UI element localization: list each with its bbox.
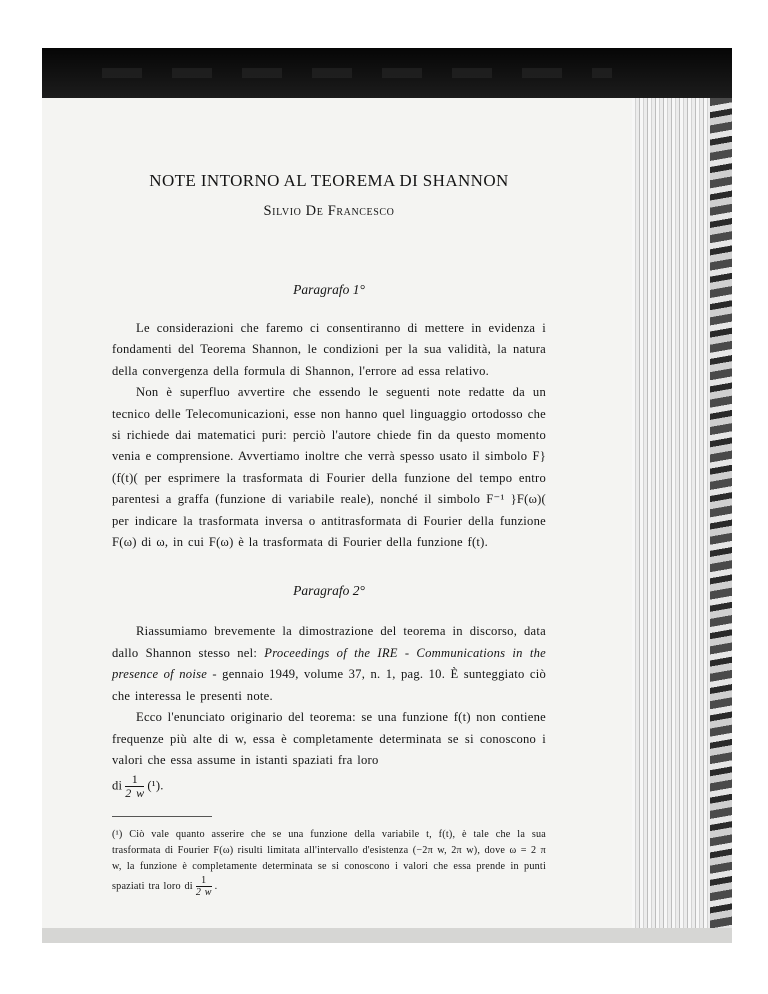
fraction-numerator: 1 xyxy=(125,773,144,787)
scanned-book-photo xyxy=(42,48,732,943)
section-1-body xyxy=(112,318,546,553)
paragraph xyxy=(112,621,546,707)
paragraph: Non è superfluo avvertire che essendo le seguenti note redatte da un tecnico delle Telecomunicazioni, esse non hanno quel linguaggio ortodosso che si richiede dai matematici puri: perciò l'autore chiede fin da questo momento venia e comprensione. Avvertiamo inoltre che verrà spesso usato il simbolo F}(f(t)( per esprimere la trasformata di Fourier della funzione del tempo entro parentesi a graffa (funzione di variabile reale), nonché il simbolo F⁻¹ }F(ω)( per indicare la trasformata inversa o antitrasformata di Fourier della funzione F(ω) di ω, in cui F(ω) è la trasformata di Fourier della funzione f(t). xyxy=(112,385,546,550)
footnote-text: (¹) Ciò vale quanto asserire che se una funzione della variabile t, f(t), è tale che la sua trasformata di Fourier F(ω) risulti limitata all'intervallo d'esistenza (−2π w, 2π w), dove ω = 2 π w, la funzione è completamente determinata se si conoscono i valori che essa prende in punti spaziati tra loro di xyxy=(112,829,546,893)
paragraph-text: Riassumiamo brevemente la dimostrazione del teorema in discorso, data dallo Shannon stesso nel: xyxy=(112,624,546,660)
word-di: di xyxy=(112,778,123,793)
section-2-body xyxy=(112,621,546,800)
paragraph: Ecco l'enunciato originario del teorema: se una funzione f(t) non contiene frequenze più alte di w, essa è completamente determinata se si conoscono i valori che essa assume in istanti spaziati fra loro xyxy=(112,710,546,767)
page-content xyxy=(112,170,546,898)
page-stack-edge xyxy=(632,98,732,943)
footnote xyxy=(112,827,546,898)
fraction-denominator: 2 w xyxy=(195,887,212,899)
fraction xyxy=(196,875,212,898)
bottom-border xyxy=(42,928,732,943)
fraction-numerator: 1 xyxy=(196,875,212,887)
top-dark-border xyxy=(42,48,732,98)
citation: Proceedings of the IRE - Communications in the presence of noise xyxy=(112,645,546,682)
fraction xyxy=(125,773,144,800)
fraction-denominator: 2 w xyxy=(125,786,145,801)
fraction-line xyxy=(112,773,546,800)
footnote-rule xyxy=(112,816,212,817)
author-name: Silvio De Francesco xyxy=(263,203,395,219)
footnote-reference: (¹). xyxy=(147,778,164,793)
paragraph: Le considerazioni che faremo ci consentiranno di mettere in evidenza i fondamenti del Teorema Shannon, le condizioni per la sua validità, la natura della convergenza della formula di Shannon, l'errore ad essa relativo. xyxy=(112,321,546,378)
footnote-end: . xyxy=(214,881,218,893)
document-title: NOTE INTORNO AL TEOREMA DI SHANNON xyxy=(149,171,509,190)
section-2-heading: Paragrafo 2° xyxy=(293,583,365,599)
paragraph-text: - gennaio 1949, volume 37, n. 1, pag. 10. È sunteggiato ciò che interessa le presenti note. xyxy=(112,667,546,703)
section-1-heading: Paragrafo 1° xyxy=(293,282,365,297)
